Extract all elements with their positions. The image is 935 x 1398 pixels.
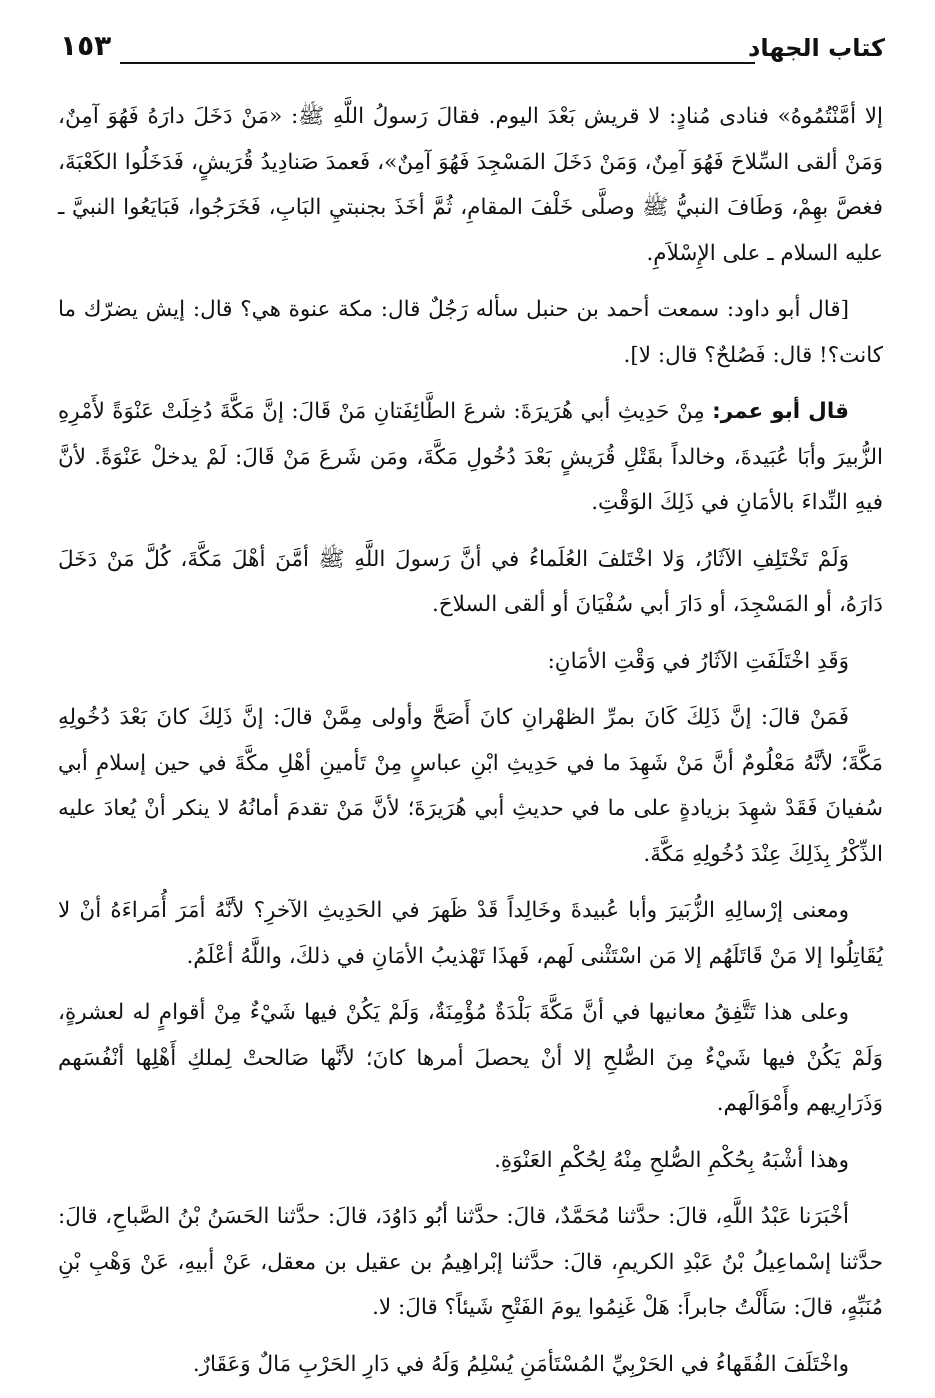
paragraph	[58, 888, 883, 979]
paragraph-text: أخْبَرَنا عَبْدُ اللَّهِ، قالَ: حدَّثنا مُحَمَّدٌ، قالَ: حدَّثنا أبُو دَاوُدَ، قالَ: حدَّثنا الحَسَنُ بْنُ الصَّباحِ، قالَ: حدَّثنا إسْماعِيلُ بْنُ عَبْدِ الكريمِ، قالَ: حدَّثنا إبْراهِيمُ بن عقيل بن معقل، عَنْ أبيهِ، عَنْ وَهْبِ بْنِ مُنَبِّهٍ، قالَ: سَأَلْتُ جابراً: هَلْ غَنِمُوا يومَ الفَتْحِ شَيئاً؟ قالَ: لا.	[58, 1204, 883, 1320]
paragraph	[58, 639, 883, 685]
paragraph	[58, 1138, 883, 1184]
paragraph	[58, 389, 883, 526]
body-text	[58, 94, 883, 1398]
paragraph	[58, 94, 883, 276]
paragraph-text: واخْتَلَفَ الفُقَهاءُ في الحَرْبِيِّ المُسْتَأمَنِ يُسْلِمُ وَلَهُ في دَارِ الحَرْبِ مَالٌ وَعَقَارٌ.	[192, 1351, 849, 1377]
paragraph-text: إلا أمَّنْتُمُوهُ» فنادى مُنادٍ: لا قريش بَعْدَ اليوم. فقالَ رَسولُ اللَّهِ ﷺ: «مَنْ دَخَلَ دارَهُ فَهُوَ آمِنٌ، وَمَنْ ألقى السِّلاحَ فَهُوَ آمِنٌ، وَمَنْ دَخَلَ المَسْجِدَ فَهُوَ آمِنٌ»، فَعمدَ صَنادِيدُ قُرَيشٍ، فَدَخَلُوا الكَعْبَةَ، فغصَّ بهِمْ، وَطَافَ النبيُّ ﷺ وصلَّى خَلْفَ المقامِ، ثُمَّ أخَذَ بجنبتيِ البَابِ، فَخَرَجُوا، فَبَايَعُوا النبيَّ ـ عليه السلام ـ على الإِسْلاَمِ.	[58, 104, 883, 266]
paragraph-text: [قال أبو داود: سمعت أحمد بن حنبل سأله رَجُلٌ قال: مكة عنوة هي؟ قال: إيش يضرّك ما كانت؟! قال: فَصُلحٌ؟ قال: لا].	[58, 297, 883, 368]
paragraph-text: وهذا أشْبَهُ بِحُكْمِ الصُّلحِ مِنْهُ لِحُكْمِ العَنْوَةِ.	[494, 1147, 849, 1173]
paragraph	[58, 1342, 883, 1388]
paragraph-text: فَمَنْ قالَ: إنَّ ذَلِكَ كَانَ بمرِّ الظهْرانِ كانَ أَصَحَّ وأولى مِمَّنْ قالَ: إنَّ ذَلِكَ كانَ بَعْدَ دُخُولِهِ مَكَّةَ؛ لأنَّهُ مَعْلُومٌ أنَّ مَنْ شَهِدَ ما في حَدِيثِ ابْنِ عباسٍ مِنْ تَأمينِ أهْلِ مكَّةَ في حين إسلامِ أبي سُفيانَ فَقَدْ شهِدَ بزيادةٍ على ما في حديثِ أبي هُرَيرَةَ؛ لأنَّ مَنْ تقدمَ أمانُهُ لا ينكر أنْ يُعادَ عليه الذِّكْرُ بِذَلِكَ عِنْدَ دُخُولِهِ مَكَّةَ.	[58, 705, 883, 867]
paragraph-text: مِنْ حَدِيثِ أبي هُرَيرَةَ: شرعَ الطَّائِفَتانِ مَنْ قَالَ: إنَّ مَكَّةَ دُخِلَتْ عَنْوَةً لأَمْرِهِ الزُّبيرَ وأبَا عُبَيدةَ، وخالداً بقَتْلِ قُرَيشٍ بَعْدَ دُخُولِ مَكَّةَ، ومَن شَرعَ مَنْ قَالَ: لَمْ يدخلْ عَنْوَةً. لأنَّ فيهِ النِّداءَ بالأمَانِ في ذَلِكَ الوَقْتِ.	[58, 399, 883, 515]
header-rule	[120, 62, 755, 64]
paragraph	[58, 695, 883, 877]
paragraph-text: وَقَدِ اخْتَلَفَتِ الآثَارُ في وَقْتِ الأمَانِ:	[547, 648, 849, 674]
page-number: ١٥٣	[60, 29, 112, 62]
paragraph	[58, 1194, 883, 1331]
running-title: كتاب الجهاد	[748, 34, 885, 62]
paragraph-text: ومعنى إرْسالِهِ الزُّبَيرَ وأبا عُبيدةَ وخَالِداً قَدْ ظَهرَ في الحَدِيثِ الآخرِ؟ لأنَّهُ أمَرَ أُمَراءَهُ أنْ لا يُقَاتِلُوا إلا مَنْ قَاتَلَهُم إلا مَن اسْتَثْنى لَهم، فَهذَا تَهْذيبُ الأمَانِ في ذلكَ، واللَّهُ أعْلَمُ.	[58, 898, 883, 969]
paragraph-text: وَلَمْ تَخْتَلِفِ الآثَارُ، وَلا اخْتَلفَ العُلَماءُ في أنَّ رَسولَ اللَّهِ ﷺ أمَّنَ أهْلَ مَكَّةَ، كُلَّ مَنْ دَخَلَ دَارَهُ، أو المَسْجِدَ، أو دَارَ أبي سُفْيَانَ أو ألقى السلاحَ.	[58, 546, 883, 617]
paragraph-lead: قال أبو عمر:	[712, 399, 849, 424]
paragraph-text: وعلى هذا تَتَّفِقُ معانيها في أنَّ مَكَّةَ بَلْدَةٌ مُؤْمِنَةٌ، وَلَمْ يَكُنْ فيها شَيْءٌ مِنْ أقوامٍ له لعشرةٍ، وَلَمْ يَكُنْ فيها شَيْءٌ مِنَ الصُّلحِ إلا أنْ يحصلَ أمرها كانَ؛ لأنَّها صَالحتْ لِملكِ أَهْلِها أنْفُسَهم وَذَرَارِيهم وأَمْوَالَهم.	[58, 1000, 883, 1116]
paragraph	[58, 537, 883, 628]
paragraph	[58, 287, 883, 378]
paragraph	[58, 990, 883, 1127]
page-header	[60, 26, 885, 74]
